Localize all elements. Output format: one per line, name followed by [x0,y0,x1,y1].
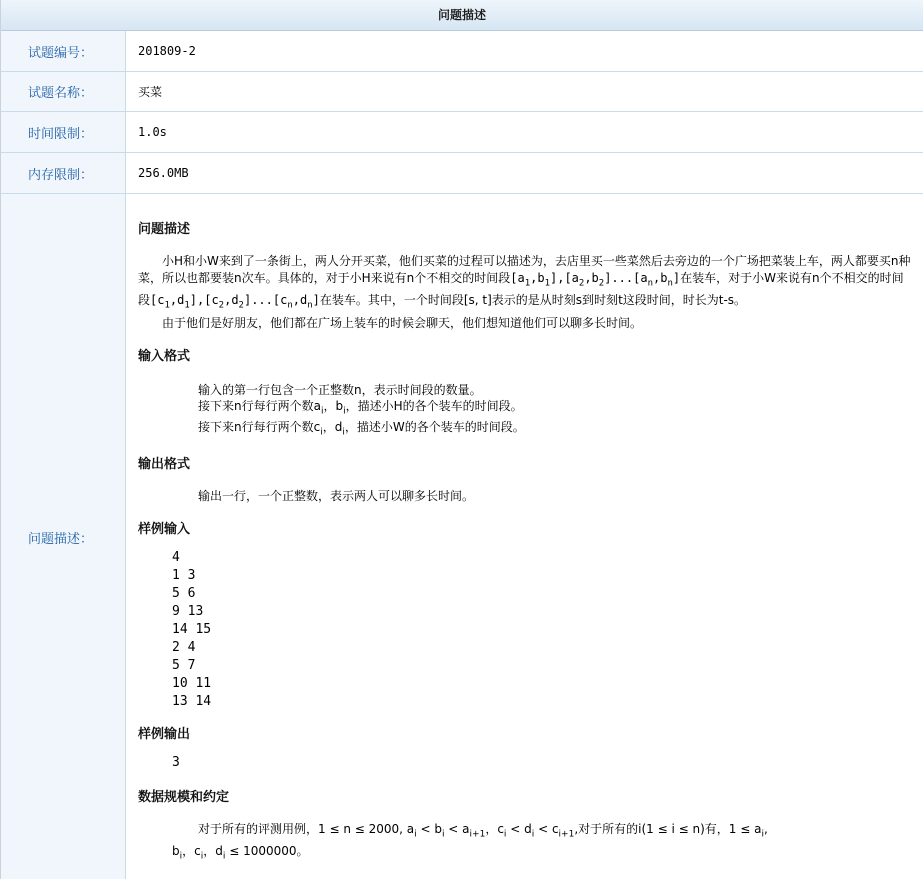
problem-text-b: 在装车，对于小W来说有n个不相交的时间段 [138,271,904,308]
description-label: 问题描述： [1,194,126,879]
input-line-3: 接下来n行每行两个数$c_i$，$d_i$，描述小W的各个装车的时间段。 [198,420,525,438]
scale-line-2: $b_i$，$c_i$，$d_i \le 1000000$。 [172,843,309,862]
time-limit-label: 时间限制： [1,112,126,152]
table-title: 问题描述 [1,0,923,31]
memory-limit-value: 256.0MB [138,166,189,180]
output-section-title: 输出格式 [138,456,191,472]
problem-name-value: 买菜 [138,85,163,99]
problem-paragraph-2: 由于他们是好朋友，他们都在广场上装车的时候会聊天，他们想知道他们可以聊多长时间。 [162,315,643,330]
input-line-1: 输入的第一行包含一个正整数n，表示时间段的数量。 [198,382,482,397]
sample-input-block: 4 1 3 5 6 9 13 14 15 2 4 5 7 10 11 13 14 [172,549,212,709]
description-content [126,194,923,879]
problem-section-title: 问题描述 [138,222,191,237]
input-line-2: 接下来n行每行两个数$a_i$，$b_i$，描述小H的各个装车的时间段。 [198,398,523,417]
row-problem-id [1,31,923,72]
problem-paragraph-1: 小H和小W来到了一条街上，两人分开买菜，他们买菜的过程可以描述为，去店里买一些菜然后去旁边的一个广场把菜装上车，两人都要买n种菜，所以也都要装n次车。具体的，对于小H来说有n个不相交的时间段$[a_1,b_1],[a_2,b_2]...[a_n,b_n]$在装车，对于小W来说有n个不相交的时间段$[c_1,d_1],[c_2,d_2]...[c_n,d_n]$在装车。其中，一个时间段[s, t]表示的是从时刻s到时刻t这段时间，时长为t-s。 [138,254,911,311]
row-time-limit [1,112,923,153]
memory-limit-label: 内存限制： [1,153,126,193]
input-section-title: 输入格式 [138,348,191,364]
row-description [1,194,923,879]
problem-text-c: 在装车。其中，一个时间段[s, t]表示的是从时刻s到时刻t这段时间，时长为t-s。 [319,293,747,308]
output-line: 输出一行，一个正整数，表示两人可以聊多长时间。 [198,488,475,503]
problem-name-label: 试题名称： [1,72,126,111]
problem-text-a: 小H和小W来到了一条街上，两人分开买菜，他们买菜的过程可以描述为，去店里买一些菜然后去旁边的一个广场把菜装上车，两人都要买n种菜，所以也都要装n次车。具体的，对于小H来说有n个不相交的时间段 [138,254,911,285]
time-limit-value: 1.0s [138,125,167,139]
sample-output-title: 样例输出 [138,726,191,742]
scale-line-1: 对于所有的评测用例，1 ≤ n ≤ 2000, $a_i < b_i < a_{i+1}$，$c_i < d_i < c_{i+1}$,对于所有的i(1 ≤ i ≤ n)有，$1 \le a_i$, [198,821,768,839]
row-memory-limit [1,153,923,194]
input-lines [138,382,911,441]
scale-section-title: 数据规模和约定 [138,789,230,805]
sample-input-title: 样例输入 [138,521,191,537]
sample-output-block: 3 [172,754,180,770]
problem-id-value: 201809-2 [138,44,196,58]
row-problem-name [1,72,923,112]
problem-id-label: 试题编号： [1,31,126,71]
scale-paragraph [138,821,911,866]
